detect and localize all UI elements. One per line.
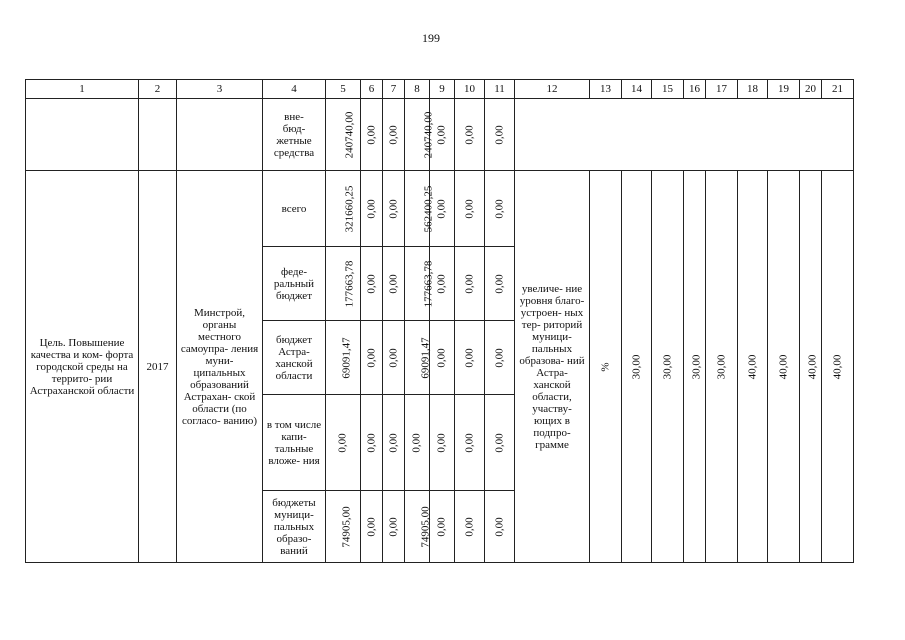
value-cell: 0,00	[387, 347, 400, 368]
col-header: 1	[26, 80, 139, 99]
value-cell: 0,00	[463, 124, 476, 145]
value-cell: 0,00	[337, 432, 349, 453]
col-header: 11	[485, 80, 515, 99]
value-cell: 0,00	[365, 273, 378, 294]
value-cell: 0,00	[436, 347, 448, 368]
funding-source: в том числе капи- тальные вложе- ния	[263, 395, 326, 491]
funding-source: бюджет Астра- ханской области	[263, 321, 326, 395]
col-header: 15	[652, 80, 684, 99]
value-cell: 0,00	[365, 124, 378, 145]
value-cell: 0,00	[463, 516, 476, 537]
value-cell: 240740,00	[422, 111, 435, 158]
value-cell: 0,00	[436, 516, 448, 537]
col-header: 6	[361, 80, 383, 99]
value-cell: 69091,47	[340, 336, 353, 379]
value-cell: 0,00	[463, 432, 476, 453]
value-cell: 0,00	[411, 432, 423, 453]
value-cell: 562400,25	[422, 185, 435, 232]
value-cell: 0,00	[387, 273, 400, 294]
value-cell: 69091,47	[419, 336, 432, 379]
value-cell: 0,00	[463, 273, 476, 294]
value-cell: 240740,00	[343, 111, 356, 158]
value-cell: 0,00	[365, 198, 378, 219]
col-header: 10	[455, 80, 485, 99]
value-cell: 0,00	[463, 347, 476, 368]
col-header: 17	[706, 80, 738, 99]
value-cell: 0,00	[387, 198, 400, 219]
col-header: 16	[684, 80, 706, 99]
value-cell: 0,00	[365, 347, 378, 368]
value-cell: 0,00	[387, 124, 400, 145]
funding-source: феде- ральный бюджет	[263, 247, 326, 321]
col-header: 9	[430, 80, 455, 99]
col-header: 12	[515, 80, 590, 99]
indicator-name: увеличе- ние уровня благо- устроен- ных тер- риторий муници- пальных образова- ний Астра- ханской области, участву- ющих в подпро- грамме	[515, 171, 590, 563]
value-cell: 0,00	[436, 124, 448, 145]
header-row	[26, 80, 854, 99]
table-row	[26, 99, 854, 171]
value-cell: 0,00	[387, 516, 400, 537]
funding-source: вне- бюд- жетные средства	[263, 99, 326, 171]
goal-executor: Минстрой, органы местного самоупра- ления муни- ципальных образований Астрахан- ской области (по согласо- ванию)	[177, 171, 263, 563]
col-header: 4	[263, 80, 326, 99]
target-value: 30,00	[630, 354, 643, 379]
target-value: 30,00	[690, 354, 703, 379]
value-cell: 74905,00	[419, 505, 432, 548]
value-cell: 0,00	[365, 432, 378, 453]
value-cell: 74905,00	[340, 505, 353, 548]
value-cell: 0,00	[436, 432, 448, 453]
target-value: 40,00	[831, 354, 844, 379]
target-value: 30,00	[715, 354, 728, 379]
col-header: 18	[738, 80, 768, 99]
value-cell: 0,00	[387, 432, 400, 453]
value-cell: 0,00	[463, 198, 476, 219]
value-cell: 0,00	[493, 347, 506, 368]
col-header: 20	[800, 80, 822, 99]
col-header: 5	[326, 80, 361, 99]
program-table	[25, 79, 854, 563]
value-cell: 0,00	[493, 198, 506, 219]
col-header: 19	[768, 80, 800, 99]
col-header: 2	[139, 80, 177, 99]
target-value: 40,00	[746, 354, 759, 379]
value-cell: 321660,25	[343, 185, 356, 232]
value-cell: 0,00	[436, 273, 448, 294]
target-value: 40,00	[806, 354, 819, 379]
col-header: 3	[177, 80, 263, 99]
col-header: 21	[822, 80, 854, 99]
col-header: 8	[405, 80, 430, 99]
funding-source: всего	[263, 171, 326, 247]
page-number: 199	[422, 31, 440, 45]
value-cell: 0,00	[365, 516, 378, 537]
value-cell: 0,00	[436, 198, 448, 219]
table-row	[26, 171, 854, 247]
col-header: 13	[590, 80, 622, 99]
col-header: 7	[383, 80, 405, 99]
value-cell: 0,00	[493, 516, 506, 537]
funding-source: бюджеты муници- пальных образо- ваний	[263, 491, 326, 563]
target-value: 40,00	[777, 354, 790, 379]
value-cell: 177663,78	[422, 260, 435, 307]
value-cell: 0,00	[493, 432, 506, 453]
value-cell: 177663,78	[343, 260, 356, 307]
target-value: 30,00	[661, 354, 674, 379]
value-cell: 0,00	[493, 124, 506, 145]
col-header: 14	[622, 80, 652, 99]
goal-year: 2017	[139, 171, 177, 563]
indicator-unit: %	[599, 361, 612, 372]
goal-name: Цель. Повышение качества и ком- форта городской среды на террито- рии Астраханской области	[26, 171, 139, 563]
value-cell: 0,00	[493, 273, 506, 294]
